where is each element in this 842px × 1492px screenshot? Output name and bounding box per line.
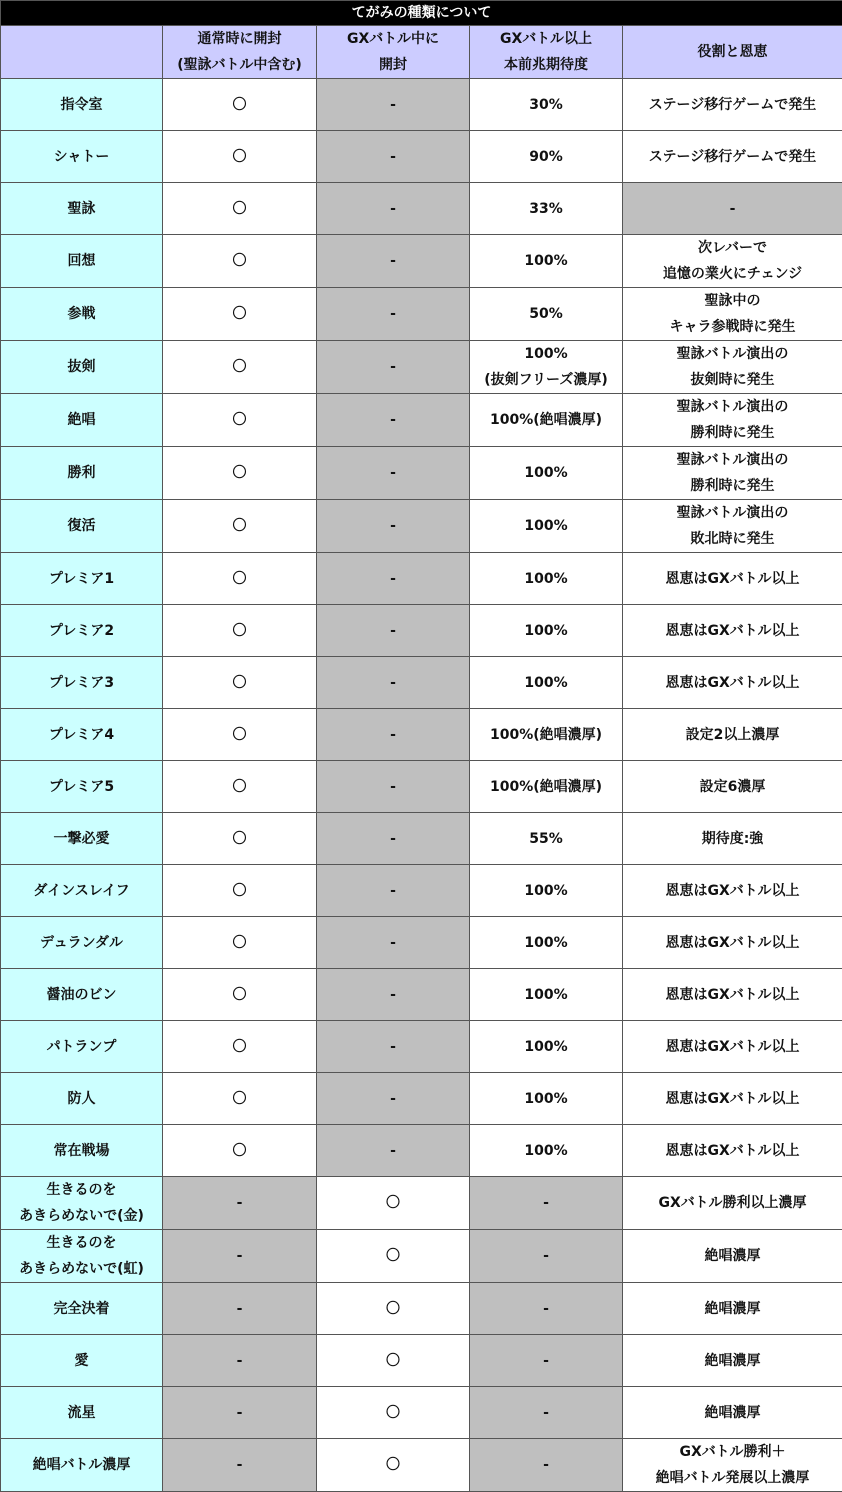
role-cell-line: 恩恵はGXバトル以上 xyxy=(623,618,842,644)
expectation-cell xyxy=(470,1335,623,1387)
letter-name-cell-line: 絶唱 xyxy=(1,407,162,433)
role-cell xyxy=(623,1021,842,1073)
normal-open-cell: 〇 xyxy=(163,79,317,131)
header-expectation xyxy=(470,26,623,79)
expectation-cell-line: 30% xyxy=(470,92,622,118)
header-role xyxy=(623,26,842,79)
header-row xyxy=(1,26,842,79)
normal-open-cell: 〇 xyxy=(163,447,317,500)
expectation-cell xyxy=(470,605,623,657)
role-cell-line: 恩恵はGXバトル以上 xyxy=(623,982,842,1008)
letter-name-cell xyxy=(1,1230,163,1283)
expectation-cell-line: 100% xyxy=(470,1086,622,1112)
gx-open-cell: - xyxy=(317,761,470,813)
letter-name-cell xyxy=(1,657,163,709)
role-cell-line: 恩恵はGXバトル以上 xyxy=(623,1034,842,1060)
letter-name-cell xyxy=(1,183,163,235)
role-cell xyxy=(623,341,842,394)
expectation-cell xyxy=(470,865,623,917)
normal-open-cell: 〇 xyxy=(163,657,317,709)
role-cell xyxy=(623,1125,842,1177)
role-cell xyxy=(623,813,842,865)
letter-name-cell-line: 指令室 xyxy=(1,92,162,118)
expectation-cell xyxy=(470,1021,623,1073)
table-row xyxy=(1,657,842,709)
role-cell xyxy=(623,500,842,553)
role-cell-line: ステージ移行ゲームで発生 xyxy=(623,144,842,170)
expectation-cell-line: 100% xyxy=(470,878,622,904)
table-row xyxy=(1,1230,842,1283)
role-cell-line: 恩恵はGXバトル以上 xyxy=(623,930,842,956)
normal-open-cell: 〇 xyxy=(163,605,317,657)
expectation-cell-line: 100%(絶唱濃厚) xyxy=(470,407,622,433)
header-expectation-line: GXバトル以上 xyxy=(470,26,622,52)
table-row xyxy=(1,447,842,500)
role-cell-line: 恩恵はGXバトル以上 xyxy=(623,566,842,592)
letter-name-cell-line: プレミア1 xyxy=(1,566,162,592)
expectation-cell-line: 100% xyxy=(470,1138,622,1164)
expectation-cell-line: - xyxy=(470,1243,622,1269)
expectation-cell xyxy=(470,813,623,865)
expectation-cell-line: 100% xyxy=(470,670,622,696)
header-corner xyxy=(1,26,163,79)
normal-open-cell: - xyxy=(163,1177,317,1230)
expectation-cell xyxy=(470,761,623,813)
role-cell xyxy=(623,447,842,500)
gx-open-cell: - xyxy=(317,709,470,761)
letter-name-cell-line: ダインスレイフ xyxy=(1,878,162,904)
expectation-cell-line: 100% xyxy=(470,248,622,274)
normal-open-cell: 〇 xyxy=(163,761,317,813)
gx-open-cell: - xyxy=(317,394,470,447)
gx-open-cell: 〇 xyxy=(317,1387,470,1439)
table-row xyxy=(1,1335,842,1387)
gx-open-cell: - xyxy=(317,341,470,394)
table-row xyxy=(1,500,842,553)
letter-name-cell-line: 流星 xyxy=(1,1400,162,1426)
role-cell-line: 聖詠バトル演出の xyxy=(623,500,842,526)
letter-name-cell-line: 復活 xyxy=(1,513,162,539)
expectation-cell-line: 50% xyxy=(470,301,622,327)
letter-name-cell-line: 常在戦場 xyxy=(1,1138,162,1164)
letter-name-cell-line: 醤油のビン xyxy=(1,982,162,1008)
gx-open-cell: - xyxy=(317,1073,470,1125)
role-cell xyxy=(623,235,842,288)
role-cell-line: 設定2以上濃厚 xyxy=(623,722,842,748)
letter-name-cell xyxy=(1,1387,163,1439)
role-cell-line: 絶唱濃厚 xyxy=(623,1400,842,1426)
header-role-line: 役割と恩恵 xyxy=(623,39,842,65)
gx-open-cell: - xyxy=(317,131,470,183)
role-cell xyxy=(623,1439,842,1492)
role-cell-line: 抜剣時に発生 xyxy=(623,367,842,393)
gx-open-cell: 〇 xyxy=(317,1283,470,1335)
role-cell-line: キャラ参戦時に発生 xyxy=(623,314,842,340)
table-row xyxy=(1,341,842,394)
letter-name-cell xyxy=(1,761,163,813)
expectation-cell xyxy=(470,969,623,1021)
expectation-cell xyxy=(470,447,623,500)
role-cell-line: 次レバーで xyxy=(623,235,842,261)
letter-name-cell xyxy=(1,447,163,500)
gx-open-cell: 〇 xyxy=(317,1439,470,1492)
header-gx-open-line: GXバトル中に xyxy=(317,26,469,52)
gx-open-cell: 〇 xyxy=(317,1177,470,1230)
gx-open-cell: - xyxy=(317,447,470,500)
expectation-cell xyxy=(470,1283,623,1335)
table-row xyxy=(1,288,842,341)
normal-open-cell: 〇 xyxy=(163,553,317,605)
expectation-cell xyxy=(470,1073,623,1125)
expectation-cell-line: 100% xyxy=(470,1034,622,1060)
expectation-cell xyxy=(470,183,623,235)
letter-name-cell xyxy=(1,1125,163,1177)
expectation-cell xyxy=(470,1177,623,1230)
role-cell xyxy=(623,605,842,657)
role-cell xyxy=(623,1177,842,1230)
expectation-cell-line: 100%(絶唱濃厚) xyxy=(470,774,622,800)
role-cell-line: ステージ移行ゲームで発生 xyxy=(623,92,842,118)
normal-open-cell: - xyxy=(163,1335,317,1387)
table-row xyxy=(1,865,842,917)
gx-open-cell: - xyxy=(317,917,470,969)
expectation-cell xyxy=(470,709,623,761)
gx-open-cell: - xyxy=(317,553,470,605)
table-row xyxy=(1,235,842,288)
table-row xyxy=(1,394,842,447)
table-row xyxy=(1,969,842,1021)
role-cell xyxy=(623,969,842,1021)
expectation-cell xyxy=(470,131,623,183)
role-cell-line: 絶唱濃厚 xyxy=(623,1296,842,1322)
role-cell xyxy=(623,1335,842,1387)
letter-name-cell-line: あきらめないで(虹) xyxy=(1,1256,162,1282)
letter-name-cell-line: 完全決着 xyxy=(1,1296,162,1322)
role-cell-line: 聖詠中の xyxy=(623,288,842,314)
expectation-cell-line: 55% xyxy=(470,826,622,852)
letter-name-cell-line: シャトー xyxy=(1,144,162,170)
normal-open-cell: 〇 xyxy=(163,500,317,553)
expectation-cell xyxy=(470,79,623,131)
gx-open-cell: - xyxy=(317,235,470,288)
gx-open-cell: - xyxy=(317,183,470,235)
role-cell xyxy=(623,79,842,131)
role-cell xyxy=(623,709,842,761)
normal-open-cell: - xyxy=(163,1230,317,1283)
letter-name-cell xyxy=(1,709,163,761)
normal-open-cell: 〇 xyxy=(163,235,317,288)
table-row xyxy=(1,183,842,235)
expectation-cell xyxy=(470,1125,623,1177)
table-row xyxy=(1,553,842,605)
letter-name-cell xyxy=(1,553,163,605)
role-cell-line: 恩恵はGXバトル以上 xyxy=(623,1086,842,1112)
table-row xyxy=(1,709,842,761)
letter-name-cell-line: プレミア5 xyxy=(1,774,162,800)
table-row xyxy=(1,813,842,865)
role-cell xyxy=(623,183,842,235)
table-row xyxy=(1,1283,842,1335)
normal-open-cell: 〇 xyxy=(163,288,317,341)
expectation-cell-line: - xyxy=(470,1190,622,1216)
letter-name-cell-line: 防人 xyxy=(1,1086,162,1112)
expectation-cell-line: (抜剣フリーズ濃厚) xyxy=(470,367,622,393)
expectation-cell xyxy=(470,553,623,605)
letter-name-cell xyxy=(1,394,163,447)
letter-name-cell xyxy=(1,865,163,917)
normal-open-cell: 〇 xyxy=(163,341,317,394)
letter-name-cell-line: 生きるのを xyxy=(1,1177,162,1203)
table-row xyxy=(1,1073,842,1125)
letter-name-cell xyxy=(1,1283,163,1335)
table-row xyxy=(1,1387,842,1439)
role-cell xyxy=(623,288,842,341)
table-title: てがみの種類について xyxy=(1,1,842,26)
role-cell-line: 敗北時に発生 xyxy=(623,526,842,552)
gx-open-cell: - xyxy=(317,79,470,131)
header-gx-open xyxy=(317,26,470,79)
role-cell-line: 期待度:強 xyxy=(623,826,842,852)
role-cell-line: 設定6濃厚 xyxy=(623,774,842,800)
normal-open-cell: 〇 xyxy=(163,709,317,761)
letter-name-cell xyxy=(1,79,163,131)
role-cell-line: 追憶の業火にチェンジ xyxy=(623,261,842,287)
role-cell xyxy=(623,1283,842,1335)
gx-open-cell: - xyxy=(317,657,470,709)
table-row xyxy=(1,761,842,813)
role-cell-line: GXバトル勝利以上濃厚 xyxy=(623,1190,842,1216)
letter-name-cell-line: あきらめないで(金) xyxy=(1,1203,162,1229)
table-row xyxy=(1,917,842,969)
normal-open-cell: 〇 xyxy=(163,394,317,447)
normal-open-cell: 〇 xyxy=(163,865,317,917)
header-normal-open-line: 通常時に開封 xyxy=(163,26,316,52)
role-cell-line: 勝利時に発生 xyxy=(623,473,842,499)
expectation-cell-line: 100% xyxy=(470,460,622,486)
expectation-cell xyxy=(470,1230,623,1283)
header-normal-open xyxy=(163,26,317,79)
expectation-cell-line: - xyxy=(470,1400,622,1426)
role-cell xyxy=(623,657,842,709)
expectation-cell-line: - xyxy=(470,1452,622,1478)
role-cell xyxy=(623,1387,842,1439)
letter-name-cell-line: 愛 xyxy=(1,1348,162,1374)
table-row xyxy=(1,131,842,183)
header-normal-open-line: (聖詠バトル中含む) xyxy=(163,52,316,78)
role-cell-line: 絶唱濃厚 xyxy=(623,1243,842,1269)
role-cell-line: 聖詠バトル演出の xyxy=(623,341,842,367)
letter-name-cell-line: パトランプ xyxy=(1,1034,162,1060)
letter-name-cell-line: プレミア3 xyxy=(1,670,162,696)
gx-open-cell: - xyxy=(317,969,470,1021)
letter-name-cell xyxy=(1,1177,163,1230)
expectation-cell-line: 90% xyxy=(470,144,622,170)
letter-name-cell xyxy=(1,1073,163,1125)
normal-open-cell: 〇 xyxy=(163,1073,317,1125)
letter-name-cell xyxy=(1,969,163,1021)
letter-name-cell-line: 参戦 xyxy=(1,301,162,327)
expectation-cell xyxy=(470,1387,623,1439)
expectation-cell-line: 100% xyxy=(470,930,622,956)
role-cell-line: - xyxy=(623,196,842,222)
letter-name-cell xyxy=(1,235,163,288)
gx-open-cell: - xyxy=(317,1125,470,1177)
expectation-cell xyxy=(470,394,623,447)
letter-name-cell-line: 抜剣 xyxy=(1,354,162,380)
gx-open-cell: - xyxy=(317,288,470,341)
table-row xyxy=(1,1439,842,1492)
header-expectation-line: 本前兆期待度 xyxy=(470,52,622,78)
letter-name-cell xyxy=(1,813,163,865)
role-cell-line: 聖詠バトル演出の xyxy=(623,394,842,420)
letter-name-cell-line: プレミア4 xyxy=(1,722,162,748)
normal-open-cell: 〇 xyxy=(163,969,317,1021)
letter-name-cell-line: 生きるのを xyxy=(1,1230,162,1256)
table-row xyxy=(1,79,842,131)
role-cell-line: 恩恵はGXバトル以上 xyxy=(623,878,842,904)
letter-name-cell-line: 聖詠 xyxy=(1,196,162,222)
normal-open-cell: - xyxy=(163,1439,317,1492)
table-row xyxy=(1,1177,842,1230)
gx-open-cell: - xyxy=(317,865,470,917)
normal-open-cell: 〇 xyxy=(163,1021,317,1073)
expectation-cell xyxy=(470,288,623,341)
expectation-cell xyxy=(470,917,623,969)
expectation-cell-line: 100% xyxy=(470,513,622,539)
role-cell-line: 恩恵はGXバトル以上 xyxy=(623,1138,842,1164)
letter-name-cell xyxy=(1,341,163,394)
gx-open-cell: - xyxy=(317,605,470,657)
role-cell xyxy=(623,394,842,447)
letter-name-cell xyxy=(1,1021,163,1073)
role-cell xyxy=(623,865,842,917)
role-cell-line: GXバトル勝利＋ xyxy=(623,1439,842,1465)
letter-name-cell-line: 回想 xyxy=(1,248,162,274)
expectation-cell-line: 100% xyxy=(470,341,622,367)
expectation-cell-line: 33% xyxy=(470,196,622,222)
expectation-cell-line: - xyxy=(470,1296,622,1322)
expectation-cell xyxy=(470,341,623,394)
role-cell xyxy=(623,553,842,605)
role-cell xyxy=(623,761,842,813)
gx-open-cell: 〇 xyxy=(317,1230,470,1283)
role-cell-line: 絶唱バトル発展以上濃厚 xyxy=(623,1465,842,1491)
header-gx-open-line: 開封 xyxy=(317,52,469,78)
expectation-cell-line: 100% xyxy=(470,982,622,1008)
role-cell-line: 絶唱濃厚 xyxy=(623,1348,842,1374)
letter-name-cell xyxy=(1,131,163,183)
letter-name-cell xyxy=(1,1439,163,1492)
table-row xyxy=(1,1021,842,1073)
gx-open-cell: - xyxy=(317,813,470,865)
role-cell xyxy=(623,917,842,969)
expectation-cell-line: 100% xyxy=(470,566,622,592)
normal-open-cell: 〇 xyxy=(163,813,317,865)
expectation-cell-line: - xyxy=(470,1348,622,1374)
letter-name-cell xyxy=(1,917,163,969)
role-cell xyxy=(623,131,842,183)
letter-name-cell-line: 絶唱バトル濃厚 xyxy=(1,1452,162,1478)
letter-name-cell-line: プレミア2 xyxy=(1,618,162,644)
role-cell-line: 勝利時に発生 xyxy=(623,420,842,446)
gx-open-cell: - xyxy=(317,1021,470,1073)
normal-open-cell: 〇 xyxy=(163,1125,317,1177)
role-cell xyxy=(623,1073,842,1125)
expectation-cell xyxy=(470,500,623,553)
letter-name-cell xyxy=(1,500,163,553)
gx-open-cell: 〇 xyxy=(317,1335,470,1387)
normal-open-cell: 〇 xyxy=(163,917,317,969)
normal-open-cell: 〇 xyxy=(163,131,317,183)
role-cell-line: 聖詠バトル演出の xyxy=(623,447,842,473)
normal-open-cell: 〇 xyxy=(163,183,317,235)
table-row xyxy=(1,605,842,657)
gx-open-cell: - xyxy=(317,500,470,553)
expectation-cell-line: 100%(絶唱濃厚) xyxy=(470,722,622,748)
letter-name-cell-line: デュランダル xyxy=(1,930,162,956)
normal-open-cell: - xyxy=(163,1387,317,1439)
table-body xyxy=(1,79,842,1492)
role-cell xyxy=(623,1230,842,1283)
letter-name-cell xyxy=(1,1335,163,1387)
expectation-cell xyxy=(470,1439,623,1492)
table-row xyxy=(1,1125,842,1177)
letter-name-cell xyxy=(1,288,163,341)
normal-open-cell: - xyxy=(163,1283,317,1335)
expectation-cell-line: 100% xyxy=(470,618,622,644)
letter-name-cell-line: 一撃必愛 xyxy=(1,826,162,852)
letter-name-cell xyxy=(1,605,163,657)
letter-name-cell-line: 勝利 xyxy=(1,460,162,486)
expectation-cell xyxy=(470,657,623,709)
role-cell-line: 恩恵はGXバトル以上 xyxy=(623,670,842,696)
expectation-cell xyxy=(470,235,623,288)
